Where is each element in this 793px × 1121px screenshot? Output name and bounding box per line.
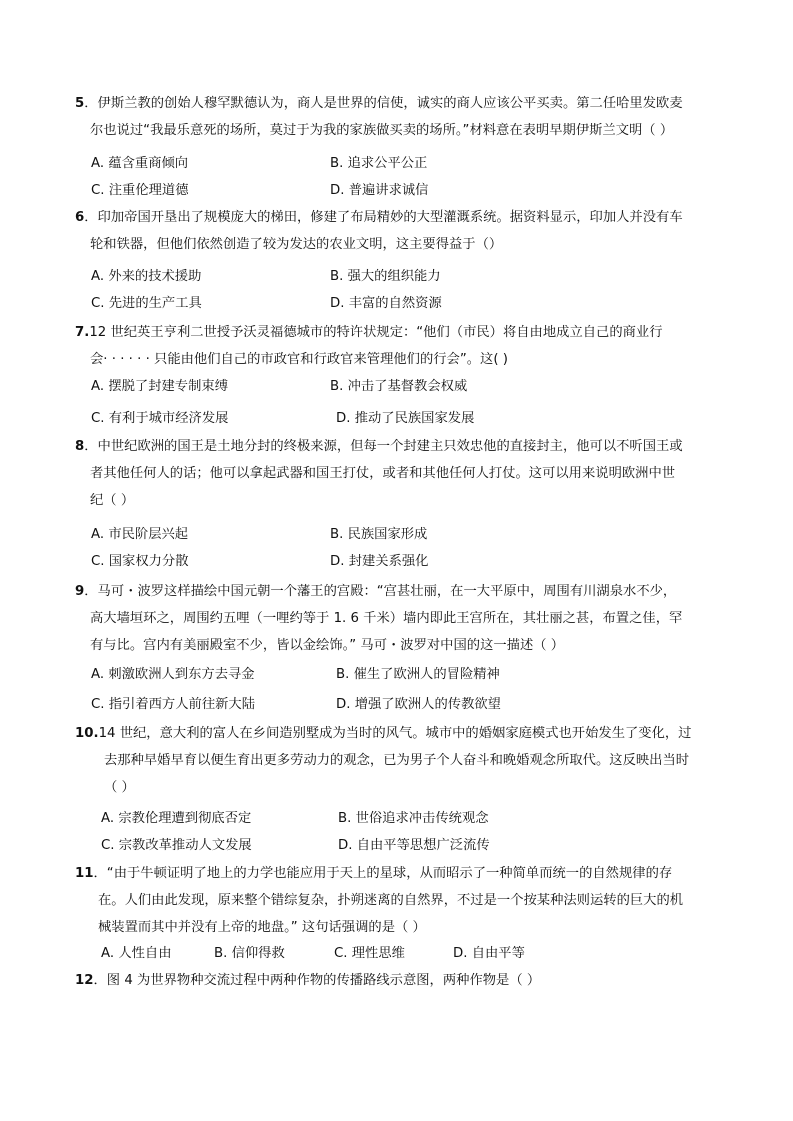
option-a[interactable]: A. 人性自由 <box>101 946 172 961</box>
question-10-line-3: （ ） <box>104 780 135 795</box>
question-text: ．印加帝国开垦出了规模庞大的梯田，修建了布局精妙的大型灌溉系统。据资料显示，印加人并没有车 <box>84 210 683 225</box>
option-c[interactable]: C. 注重伦理道德 <box>91 183 189 198</box>
question-7-line-2: 会· · · · · · 只能由他们自己的市政官和行政官来管理他们的行会”。这( ) <box>90 352 508 367</box>
option-a[interactable]: A. 宗教伦理遭到彻底否定 <box>101 811 252 826</box>
question-9-line-1 <box>75 582 676 602</box>
question-text: 14 世纪，意大利的富人在乡间造别墅成为当时的风气。城市中的婚姻家庭模式也开始发生了变化，过 <box>98 726 692 741</box>
option-b[interactable]: B. 信仰得救 <box>214 946 285 961</box>
option-d[interactable]: D. 封建关系强化 <box>330 554 429 569</box>
question-text: ．“由于牛顿证明了地上的力学也能应用于天上的星球，从而昭示了一种简单而统一的自然规律的存 <box>93 866 673 881</box>
question-7-line-1 <box>75 323 663 343</box>
option-c[interactable]: C. 宗教改革推动人文发展 <box>101 838 252 853</box>
question-12-line-1 <box>75 971 540 991</box>
option-d[interactable]: D. 增强了欧洲人的传教欲望 <box>336 697 501 712</box>
question-11-line-3: 械装置而其中并没有上帝的地盘。” 这句话强调的是（ ） <box>98 920 426 935</box>
option-b[interactable]: B. 催生了欧洲人的冒险精神 <box>336 667 500 682</box>
question-number: 7. <box>75 325 90 340</box>
option-d[interactable]: D. 自由平等 <box>453 946 525 961</box>
option-b[interactable]: B. 世俗追求冲击传统观念 <box>338 811 489 826</box>
option-c[interactable]: C. 指引着西方人前往新大陆 <box>91 697 256 712</box>
question-10-line-2: 去那种早婚早育以便生育出更多劳动力的观念，已为男子个人奋斗和晚婚观念所取代。这反映出当时 <box>104 753 690 768</box>
question-5-line-2: 尔也说过“我最乐意死的场所，莫过于为我的家族做买卖的场所。”材料意在表明早期伊斯兰文明（ ） <box>90 123 674 138</box>
option-d[interactable]: D. 自由平等思想广泛流传 <box>338 838 490 853</box>
question-9-line-3: 有与比。宫内有美丽殿室不少，皆以金绘饰。” 马可・波罗对中国的这一描述（ ） <box>90 638 565 653</box>
question-6-line-1 <box>75 208 683 228</box>
option-a[interactable]: A. 市民阶层兴起 <box>91 527 189 542</box>
question-number: 6 <box>75 210 85 225</box>
option-a[interactable]: A. 摆脱了封建专制束缚 <box>91 379 228 394</box>
option-d[interactable]: D. 推动了民族国家发展 <box>336 411 475 426</box>
question-6-line-2: 轮和铁器，但他们依然创造了较为发达的农业文明，这主要得益于（） <box>90 237 503 252</box>
question-text: ．马可・波罗这样描绘中国元朝一个藩王的宫殿：“宫甚壮丽，在一大平原中，周围有川湖泉水不少， <box>84 584 677 599</box>
question-10-line-1 <box>75 724 691 744</box>
option-c[interactable]: C. 有利于城市经济发展 <box>91 411 229 426</box>
question-5-line-1 <box>75 94 683 114</box>
option-d[interactable]: D. 丰富的自然资源 <box>330 296 442 311</box>
question-number: 8 <box>75 439 85 454</box>
option-c[interactable]: C. 先进的生产工具 <box>91 296 202 311</box>
option-a[interactable]: A. 外来的技术援助 <box>91 269 202 284</box>
question-number: 5 <box>75 96 85 111</box>
question-text: 12 世纪英王亨利二世授予沃灵福德城市的特许状规定：“他们（市民）将自由地成立自己的商业行 <box>89 325 663 340</box>
option-d[interactable]: D. 普遍讲求诚信 <box>330 183 429 198</box>
option-b[interactable]: B. 追求公平公正 <box>330 156 428 171</box>
question-number: 11 <box>75 866 94 881</box>
option-b[interactable]: B. 民族国家形成 <box>330 527 428 542</box>
option-b[interactable]: B. 强大的组织能力 <box>330 269 441 284</box>
question-number: 10. <box>75 726 99 741</box>
question-text: ．伊斯兰教的创始人穆罕默德认为，商人是世界的信使，诚实的商人应该公平买卖。第二任哈里发欧麦 <box>84 96 683 111</box>
question-number: 12 <box>75 973 94 988</box>
question-8-line-1 <box>75 437 683 457</box>
question-text: ．图 4 为世界物种交流过程中两种作物的传播路线示意图，两种作物是（ ） <box>93 973 541 988</box>
question-9-line-2: 高大墙垣环之，周围约五哩（一哩约等于 1. 6 千米）墙内即此王宫所在，其壮丽之甚，布置之佳，罕 <box>90 611 683 626</box>
question-number: 9 <box>75 584 85 599</box>
option-a[interactable]: A. 刺激欧洲人到东方去寻金 <box>91 667 255 682</box>
option-b[interactable]: B. 冲击了基督教会权威 <box>330 379 468 394</box>
option-c[interactable]: C. 理性思维 <box>334 946 405 961</box>
question-8-line-3: 纪（ ） <box>90 493 135 508</box>
question-11-line-2: 在。人们由此发现，原来整个错综复杂，扑朔迷离的自然界，不过是一个按某种法则运转的巨大的机 <box>98 893 684 908</box>
option-a[interactable]: A. 蕴含重商倾向 <box>91 156 189 171</box>
option-c[interactable]: C. 国家权力分散 <box>91 554 189 569</box>
question-8-line-2: 者其他任何人的话；他可以拿起武器和国王打仗，或者和其他任何人打仗。这可以用来说明欧洲中世 <box>90 466 676 481</box>
question-11-line-1 <box>75 864 672 884</box>
question-text: ．中世纪欧洲的国王是土地分封的终极来源，但每一个封建主只效忠他的直接封主，他可以不听国王或 <box>84 439 683 454</box>
